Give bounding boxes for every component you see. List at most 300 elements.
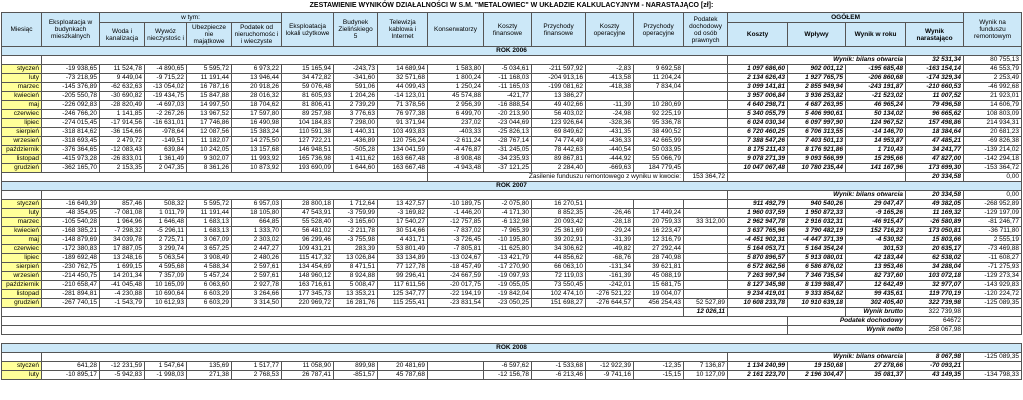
value-cell: 35 081,37 [846,371,906,380]
value-cell: 20 759,33 [634,218,684,227]
value-cell: 5 595,72 [187,200,232,209]
value-cell: 3 657,25 [187,245,232,254]
value-cell: 911 492,79 [728,200,788,209]
value-cell: 7 403 501,13 [788,137,846,146]
value-cell: -46 992,68 [964,83,1022,92]
value-cell: -161,39 [586,272,634,281]
value-cell: -276 521,22 [586,290,634,299]
value-cell: -48 354,95 [42,209,100,218]
value-cell: 13 946,44 [232,74,282,83]
blank [2,326,788,335]
value-cell: 117 611,56 [378,281,428,290]
value-cell: -71 275,93 [964,263,1022,272]
col-przychody-fin: Przychody finansowe [532,13,586,47]
value-cell: 127 722,21 [282,137,334,146]
value-cell: 134 454,69 [282,263,334,272]
value-cell: -25 826,13 [484,128,532,137]
value-cell: 50 033,95 [634,146,684,155]
value-cell: 177 345,73 [282,290,334,299]
value-cell: -21 523,02 [846,92,906,101]
value-cell: -14 146,70 [846,128,906,137]
value-cell: -129 197,09 [964,209,1022,218]
value-cell: -10 895,17 [42,371,100,380]
value-cell: 456 254,43 [634,299,684,308]
value-cell: 4 588,34 [187,263,232,272]
value-cell: 3 067,09 [187,236,232,245]
value-cell: 1 583,80 [428,65,484,74]
value-cell: 591,06 [334,83,378,92]
value-cell: 7 357,09 [145,272,187,281]
value-cell: -403,33 [428,128,484,137]
year-header-row [2,47,1022,56]
table-row [2,92,1022,101]
col-w-tym: w tym: [100,13,282,23]
value-cell: 18 105,80 [232,209,282,218]
value-cell: -1 998,03 [145,371,187,380]
tax-total: 12 026,11 [684,308,728,317]
year-label: ROK 2008 [2,344,1022,353]
col-przychody-op: Przychody operacyjne [634,13,684,47]
value-cell: 9 449,04 [100,74,145,83]
value-cell: 8 852,35 [532,209,586,218]
value-cell: 18 384,64 [906,128,964,137]
value-cell: -214 450,75 [42,272,100,281]
value-cell: 92 225,19 [634,110,684,119]
value-cell: -444,92 [586,155,634,164]
value-cell: -22 194,19 [428,290,484,299]
col-koszty: Koszty [728,23,788,47]
value-cell: 5 340 055,79 [728,110,788,119]
value-cell: 43 149,35 [906,371,964,380]
value-cell: 3 957 006,84 [728,92,788,101]
tax-row [2,308,1022,317]
value-cell: -28 820,49 [100,101,145,110]
value-cell: 135,69 [187,362,232,371]
value-cell: -81 246,77 [964,218,1022,227]
results-table [1,12,1022,380]
value-cell: 16 270,51 [532,200,586,209]
value-cell: 9 692,58 [634,65,684,74]
value-cell: 1 800,24 [428,74,484,83]
value-cell: 301,53 [846,245,906,254]
month-cell: sierpień [2,128,42,137]
table-row [2,101,1022,110]
value-cell: 2 916 032,31 [788,218,846,227]
value-cell: -46 915,47 [846,218,906,227]
value-cell: -505,28 [334,146,378,155]
value-cell: -20 213,90 [484,110,532,119]
blank [2,56,42,65]
value-cell: 220 969,72 [282,299,334,308]
value-cell: 184 779,45 [634,164,684,173]
value-cell: 15 803,66 [906,236,964,245]
value-cell: 1 097 686,60 [728,65,788,74]
value-cell: -73 218,95 [42,74,100,83]
value-cell: 2 153,35 [100,164,145,173]
value-cell: -4 890,65 [145,65,187,74]
value-cell: 11 058,90 [282,362,334,371]
value-cell: -8 908,48 [428,155,484,164]
net-value: 258 067,98 [906,326,964,335]
value-cell: -3 165,60 [334,218,378,227]
value-cell: 8 471,51 [334,263,378,272]
value-cell: 1 011,79 [145,209,187,218]
value-cell: -145 376,89 [42,83,100,92]
value-cell: -16 649,39 [42,200,100,209]
value-cell: 47 543,91 [282,209,334,218]
value-cell: 17 887,05 [100,245,145,254]
value-cell: 15 295,66 [846,155,906,164]
value-cell: 2 597,61 [232,272,282,281]
value-cell: 99 296,41 [378,272,428,281]
value-cell: 1 250,24 [428,83,484,92]
value-cell: -19 434,75 [145,92,187,101]
value-cell [684,83,728,92]
value-cell: 1 699,15 [100,263,145,272]
value-cell: 81 605,93 [282,92,334,101]
value-cell: 29 047,47 [846,200,906,209]
value-cell: -1 446,20 [428,209,484,218]
value-cell: -276 644,57 [586,299,634,308]
value-cell: 20 635,17 [906,245,964,254]
value-cell: 33 134,89 [378,254,428,263]
blank [964,317,1022,326]
table-row [2,272,1022,281]
value-cell [684,290,728,299]
value-cell: 28 740,98 [634,254,684,263]
value-cell: 103 072,18 [906,272,964,281]
value-cell [684,227,728,236]
value-cell: 14 275,50 [232,137,282,146]
gross-label: Wynik brutto [846,308,906,317]
value-cell: -12 083,43 [100,146,145,155]
value-cell: -12 231,59 [100,362,145,371]
value-cell: -168 385,21 [42,227,100,236]
value-cell: 110 591,38 [282,128,334,137]
value-cell: 14 201,34 [100,272,145,281]
value-cell: -2 267,26 [145,110,187,119]
value-cell: 1 644,60 [334,164,378,173]
value-cell: 124 967,52 [846,119,906,128]
opening-balance-fund: -125 089,35 [964,353,1022,362]
value-cell: -11 168,03 [484,74,532,83]
value-cell: 79 496,58 [906,101,964,110]
value-cell [684,236,728,245]
value-cell: -129 273,34 [964,272,1022,281]
value-cell: 3 790 482,19 [788,227,846,236]
value-cell: 5 164 354,24 [788,245,846,254]
value-cell: -7 081,08 [100,209,145,218]
value-cell: -376 364,65 [42,146,100,155]
month-cell: listopad [2,290,42,299]
value-cell: 16 787,16 [187,83,232,92]
value-cell: 6 706 313,55 [788,128,846,137]
blank [964,308,1022,317]
value-cell: -26,46 [586,209,634,218]
value-cell: 5 457,24 [187,272,232,281]
value-cell: 115 255,41 [378,299,428,308]
value-cell: -421,77 [484,92,532,101]
value-cell: -7 965,39 [484,227,532,236]
value-cell: 89 867,81 [532,155,586,164]
month-cell: styczeń [2,200,42,209]
value-cell: 19 150,68 [788,362,846,371]
value-cell: -19 097,93 [484,272,532,281]
value-cell [684,101,728,110]
opening-balance-label: Wynik: bilans otwarcia [728,191,906,200]
value-cell: 17 746,86 [187,119,232,128]
value-cell: 34 472,82 [282,74,334,83]
value-cell: 639,84 [145,146,187,155]
value-cell: -73 469,88 [964,245,1022,254]
value-cell: -2 211,78 [334,227,378,236]
value-cell: -230 762,75 [42,263,100,272]
value-cell: -851,57 [334,371,378,380]
col-podatek-doch: Podatek dochodowy od osób prawnych [684,13,728,47]
value-cell: 2 303,02 [232,236,282,245]
month-cell: grudzień [2,164,42,173]
value-cell: 91 371,94 [378,119,428,128]
value-cell: 641,28 [42,362,100,371]
month-cell: listopad [2,155,42,164]
value-cell: -26 580,89 [906,218,964,227]
value-cell: 508,32 [145,200,187,209]
value-cell: 120 756,24 [378,137,428,146]
table-row [2,245,1022,254]
value-cell: 16 490,98 [232,119,282,128]
col-fundusz: Wynik na funduszu remontowym [964,13,1022,47]
value-cell [684,263,728,272]
value-cell: 6 603,29 [187,290,232,299]
value-cell: 38 490,52 [634,128,684,137]
value-cell: 5 913 080,01 [788,254,846,263]
value-cell: 3 299,74 [145,245,187,254]
value-cell: -16 888,54 [484,101,532,110]
value-cell: -16 631,01 [145,119,187,128]
month-cell: luty [2,371,42,380]
year-header-row [2,344,1022,353]
value-cell: -4 447 371,39 [788,236,846,245]
value-cell: 237,02 [428,119,484,128]
value-cell: 3 936 253,82 [788,92,846,101]
value-cell: -978,64 [145,128,187,137]
table-row [2,74,1022,83]
month-cell: maj [2,101,42,110]
value-cell: 2 284,40 [532,164,586,173]
value-cell: 173 699,30 [906,164,964,173]
value-cell: 157 498,86 [906,119,964,128]
value-cell: -206 860,68 [846,74,906,83]
table-row [2,263,1022,272]
value-cell: -205 550,78 [42,92,100,101]
value-cell: 73 550,45 [532,281,586,290]
value-cell: 13 353,21 [334,290,378,299]
value-cell: -28 767,14 [484,137,532,146]
value-cell: -6 132,98 [484,218,532,227]
col-podatek: Podatek od nieruchomośc i i wieczyste [232,23,282,47]
value-cell: -431,35 [586,128,634,137]
value-cell: 1 411,62 [334,155,378,164]
value-cell: 271,38 [187,371,232,380]
fund-note-fund: 0,00 [964,173,1022,182]
value-cell: 20 681,23 [964,128,1022,137]
value-cell: 1 141,85 [100,110,145,119]
value-cell: -4 943,48 [428,164,484,173]
value-cell: 902 001,12 [788,65,846,74]
value-cell: 1 927 765,75 [788,74,846,83]
value-cell: 1 964,96 [100,218,145,227]
value-cell: 5 063,54 [145,254,187,263]
value-cell: 72 119,03 [532,272,586,281]
value-cell: -318 693,45 [42,137,100,146]
value-cell: -5 942,83 [100,371,145,380]
table-row [2,218,1022,227]
value-cell: -23 044,69 [484,119,532,128]
blank [42,191,728,200]
value-cell: -24 667,59 [428,272,484,281]
value-cell: 69 849,62 [532,128,586,137]
value-cell: 95 336,78 [634,119,684,128]
value-cell: 13 427,57 [378,200,428,209]
table-row [2,128,1022,137]
value-cell: 7 263 997,94 [728,272,788,281]
month-cell: styczeń [2,65,42,74]
value-cell: 2 739,29 [334,101,378,110]
value-cell: 11 182,07 [187,137,232,146]
table-row [2,200,1022,209]
value-cell: 1 683,13 [187,218,232,227]
col-miesiac: Miesiąc [2,13,42,47]
value-cell: -11,39 [586,101,634,110]
value-cell: 11 204,24 [634,74,684,83]
value-cell: -13 024,67 [428,254,484,263]
value-cell [684,281,728,290]
value-cell: 99 435,61 [846,290,906,299]
value-cell: 2 725,71 [145,236,187,245]
value-cell: -49,82 [586,245,634,254]
value-cell: 14 689,94 [378,65,428,74]
value-cell: 11 993,92 [232,155,282,164]
value-cell [684,128,728,137]
value-cell: -18 457,49 [428,263,484,272]
col-wynik-roku: Wynik w roku [846,23,906,47]
value-cell: 1 134 240,99 [728,362,788,371]
value-cell: 28 800,18 [282,200,334,209]
value-cell: -3 726,45 [428,236,484,245]
value-cell: 141 167,96 [846,164,906,173]
value-cell [684,245,728,254]
value-cell: 49 402,66 [532,101,586,110]
value-cell: 45 574,88 [428,92,484,101]
table-row [2,299,1022,308]
value-cell: 10 280,69 [634,101,684,110]
value-cell: 5 406 990,61 [788,110,846,119]
opening-balance-cumulative: 32 531,34 [906,56,964,65]
value-cell: -7 837,02 [428,227,484,236]
value-cell: -210 660,53 [906,83,964,92]
value-cell: -281 894,81 [42,290,100,299]
value-cell: 27 278,66 [846,362,906,371]
month-cell: styczeń [2,362,42,371]
fund-note-value: 153 364,72 [684,173,728,182]
fund-note-cumulative: 20 334,58 [906,173,964,182]
value-cell: 20 918,26 [232,83,282,92]
col-budynek: Budynek Zielińskiego 5 [334,13,378,47]
table-row [2,236,1022,245]
month-cell: lipiec [2,119,42,128]
value-cell: 5 008,47 [334,281,378,290]
table-row [2,137,1022,146]
value-cell: -69 826,38 [964,137,1022,146]
value-cell: 8 924,88 [334,272,378,281]
value-cell: 6 499,70 [428,110,484,119]
value-cell: 1 960 037,59 [728,209,788,218]
value-cell: 13 967,52 [187,110,232,119]
col-lokale: Eksploatacja lokali użytkowe [282,13,334,47]
month-cell: październik [2,281,42,290]
value-cell: -10 195,80 [484,236,532,245]
value-cell: 18 704,62 [232,101,282,110]
value-cell: 81 806,41 [282,101,334,110]
value-cell: 7 834,04 [634,83,684,92]
value-cell: -105 540,28 [42,218,100,227]
value-cell: -14 123,01 [378,92,428,101]
value-cell: -3 759,99 [334,209,378,218]
value-cell: -226 092,83 [42,101,100,110]
value-cell: 7 388 547,26 [728,137,788,146]
blank [728,173,906,182]
value-cell: 21 923,01 [964,92,1022,101]
value-cell: 163 667,48 [378,164,428,173]
value-cell: 5 164 053,71 [728,245,788,254]
value-cell: 8 139 988,47 [788,281,846,290]
value-cell: 66 063,10 [532,263,586,272]
value-cell: 7 298,00 [334,119,378,128]
value-cell: 4 640 298,71 [728,101,788,110]
blank [964,326,1022,335]
value-cell [634,200,684,209]
value-cell: 27 292,44 [634,245,684,254]
value-cell: 78 442,63 [532,146,586,155]
value-cell: -267 740,15 [42,299,100,308]
month-cell: luty [2,209,42,218]
value-cell: -125 089,35 [964,299,1022,308]
opening-balance-label: Wynik: bilans otwarcia [728,353,906,362]
gap-row [2,335,1022,344]
col-ubezpieczenie: Ubezpiecze nie majątkowe [187,23,232,47]
value-cell: -23 050,25 [484,299,532,308]
value-cell: -243 191,87 [846,83,906,92]
month-cell: marzec [2,218,42,227]
value-cell: -318 814,62 [42,128,100,137]
table-row [2,119,1022,128]
value-cell: -436,89 [334,137,378,146]
month-cell: grudzień [2,299,42,308]
value-cell [586,200,634,209]
col-woda: Woda i kanalizacja [100,23,145,47]
value-cell: 12 087,56 [187,128,232,137]
col-wplywy: Wpływy [788,23,846,47]
value-cell: -37 121,25 [484,164,532,173]
value-cell: 6 063,60 [187,281,232,290]
value-cell: 39 202,91 [532,236,586,245]
value-cell: -2 611,24 [428,137,484,146]
value-cell [684,65,728,74]
value-cell: -120 224,72 [964,290,1022,299]
blank [2,191,42,200]
value-cell: 11 191,44 [187,74,232,83]
value-cell: -163 154,14 [906,65,964,74]
